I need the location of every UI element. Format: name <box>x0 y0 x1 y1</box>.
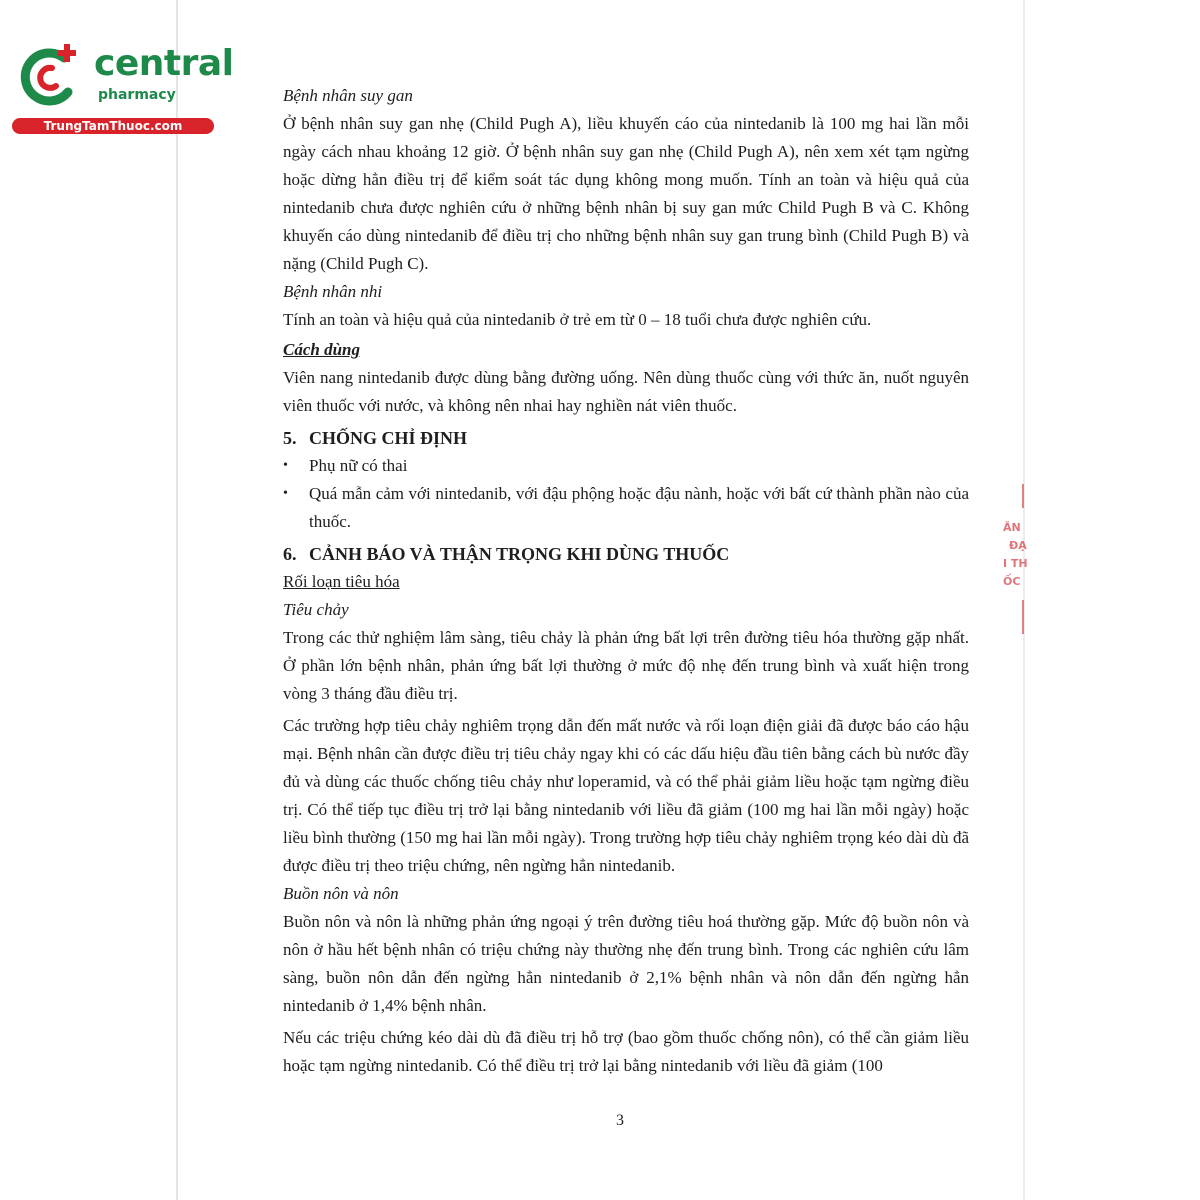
list-item <box>283 452 969 480</box>
nausea-paragraph-2: Nếu các triệu chứng kéo dài dù đã điều trị hỗ trợ (bao gồm thuốc chống nôn), có thể cần giảm liều hoặc tạm ngừng nintedanib. Có thể điều trị trở lại bằng nintedanib với liều đã giảm (100 <box>283 1028 969 1075</box>
stamp-text-4: ỐC <box>1003 575 1021 588</box>
contraindication-list <box>283 452 969 536</box>
list-item <box>283 480 969 536</box>
hepatic-paragraph: Ở bệnh nhân suy gan nhẹ (Child Pugh A), liều khuyến cáo của nintedanib là 100 mg hai lần mỗi ngày cách nhau khoảng 12 giờ. Ở bệnh nhân suy gan nhẹ (Child Pugh A), nên xem xét tạm ngừng hoặc dừng hẳn điều trị để kiểm soát tác dụng không mong muốn. Tính an toàn và hiệu quả của nintedanib chưa được nghiên cứu ở những bệnh nhân bị suy gan mức Child Pugh B và C. Không khuyến cáo dùng nintedanib để điều trị cho những bệnh nhân suy gan trung bình (Child Pugh B) và nặng (Child Pugh C). <box>283 114 969 273</box>
diarrhea-heading: Tiêu chảy <box>283 600 349 619</box>
pediatric-heading: Bệnh nhân nhi <box>283 282 383 301</box>
logo-subtitle: pharmacy <box>98 87 176 103</box>
logo-mark-icon <box>12 40 86 114</box>
logo-name: central <box>94 43 234 84</box>
central-pharmacy-logo <box>8 38 234 138</box>
section-5-number: 5. <box>283 428 297 448</box>
diarrhea-paragraph-1: Trong các thử nghiệm lâm sàng, tiêu chảy là phản ứng bất lợi trên đường tiêu hóa thường gặp nhất. Ở phần lớn bệnh nhân, phản ứng bất lợi thường ở mức độ nhẹ đến trung bình và xuất hiện trong vòng 3 tháng đầu điều trị. <box>283 628 969 703</box>
stamp-mark <box>1022 600 1032 634</box>
hepatic-heading: Bệnh nhân suy gan <box>283 86 413 105</box>
page-edge-left <box>176 0 178 1200</box>
bullet-icon: • <box>283 458 288 473</box>
list-item-text: Phụ nữ có thai <box>309 456 408 475</box>
document-body <box>283 82 969 1080</box>
stamp-text-1: ĂN <box>1003 521 1021 534</box>
diarrhea-paragraph-2: Các trường hợp tiêu chảy nghiêm trọng dẫn đến mất nước và rối loạn điện giải đã được báo cáo hậu mại. Bệnh nhân cần được điều trị tiêu chảy ngay khi có các dấu hiệu đầu tiên bằng cách bù nước đầy đủ và dùng các thuốc chống tiêu chảy như loperamid, và có thể phải giảm liều hoặc tạm ngừng điều trị. Có thể tiếp tục điều trị trở lại bằng nintedanib với liều đã giảm (100 mg hai lần mỗi ngày) hoặc liều bình thường (150 mg hai lần mỗi ngày). Trong trường hợp tiêu chảy nghiêm trọng kéo dài dù đã được điều trị theo triệu chứng, nên ngừng hẳn nintedanib. <box>283 716 969 875</box>
stamp-mark <box>1022 484 1032 508</box>
bullet-icon: • <box>283 486 288 501</box>
gi-disorders-heading: Rối loạn tiêu hóa <box>283 572 400 591</box>
nausea-paragraph-1: Buồn nôn và nôn là những phản ứng ngoại ý trên đường tiêu hoá thường gặp. Mức độ buồn nôn và nôn ở hầu hết bệnh nhân có triệu chứng này thường nhẹ đến trung bình. Trong các nghiên cứu lâm sàng, buồn nôn dẫn đến ngừng hẳn nintedanib ở 2,1% bệnh nhân và nôn dẫn đến ngừng hẳn nintedanib ở 1,4% bệnh nhân. <box>283 912 969 1015</box>
section-5-heading <box>283 424 969 452</box>
stamp-text-3: I TH <box>1003 557 1028 570</box>
administration-heading: Cách dùng <box>283 340 360 359</box>
nausea-heading: Buồn nôn và nôn <box>283 884 399 903</box>
section-6-number: 6. <box>283 544 297 564</box>
stamp-text-2: ĐẠ <box>1009 539 1027 552</box>
administration-paragraph: Viên nang nintedanib được dùng bằng đường uống. Nên dùng thuốc cùng với thức ăn, nuốt nguyên viên thuốc với nước, và không nên nhai hay nghiền nát viên thuốc. <box>283 368 969 415</box>
list-item-text: Quá mẫn cảm với nintedanib, với đậu phộng hoặc đậu nành, hoặc với bất cứ thành phần nào của thuốc. <box>309 484 969 531</box>
page-number: 3 <box>616 1112 624 1129</box>
pediatric-paragraph: Tính an toàn và hiệu quả của nintedanib ở trẻ em từ 0 – 18 tuổi chưa được nghiên cứu. <box>283 310 872 329</box>
section-6-title: CẢNH BÁO VÀ THẬN TRỌNG KHI DÙNG THUỐC <box>309 544 730 564</box>
logo-url-banner: TrungTamThuoc.com <box>12 118 214 134</box>
section-5-title: CHỐNG CHỈ ĐỊNH <box>309 428 468 448</box>
section-6-heading <box>283 540 969 568</box>
